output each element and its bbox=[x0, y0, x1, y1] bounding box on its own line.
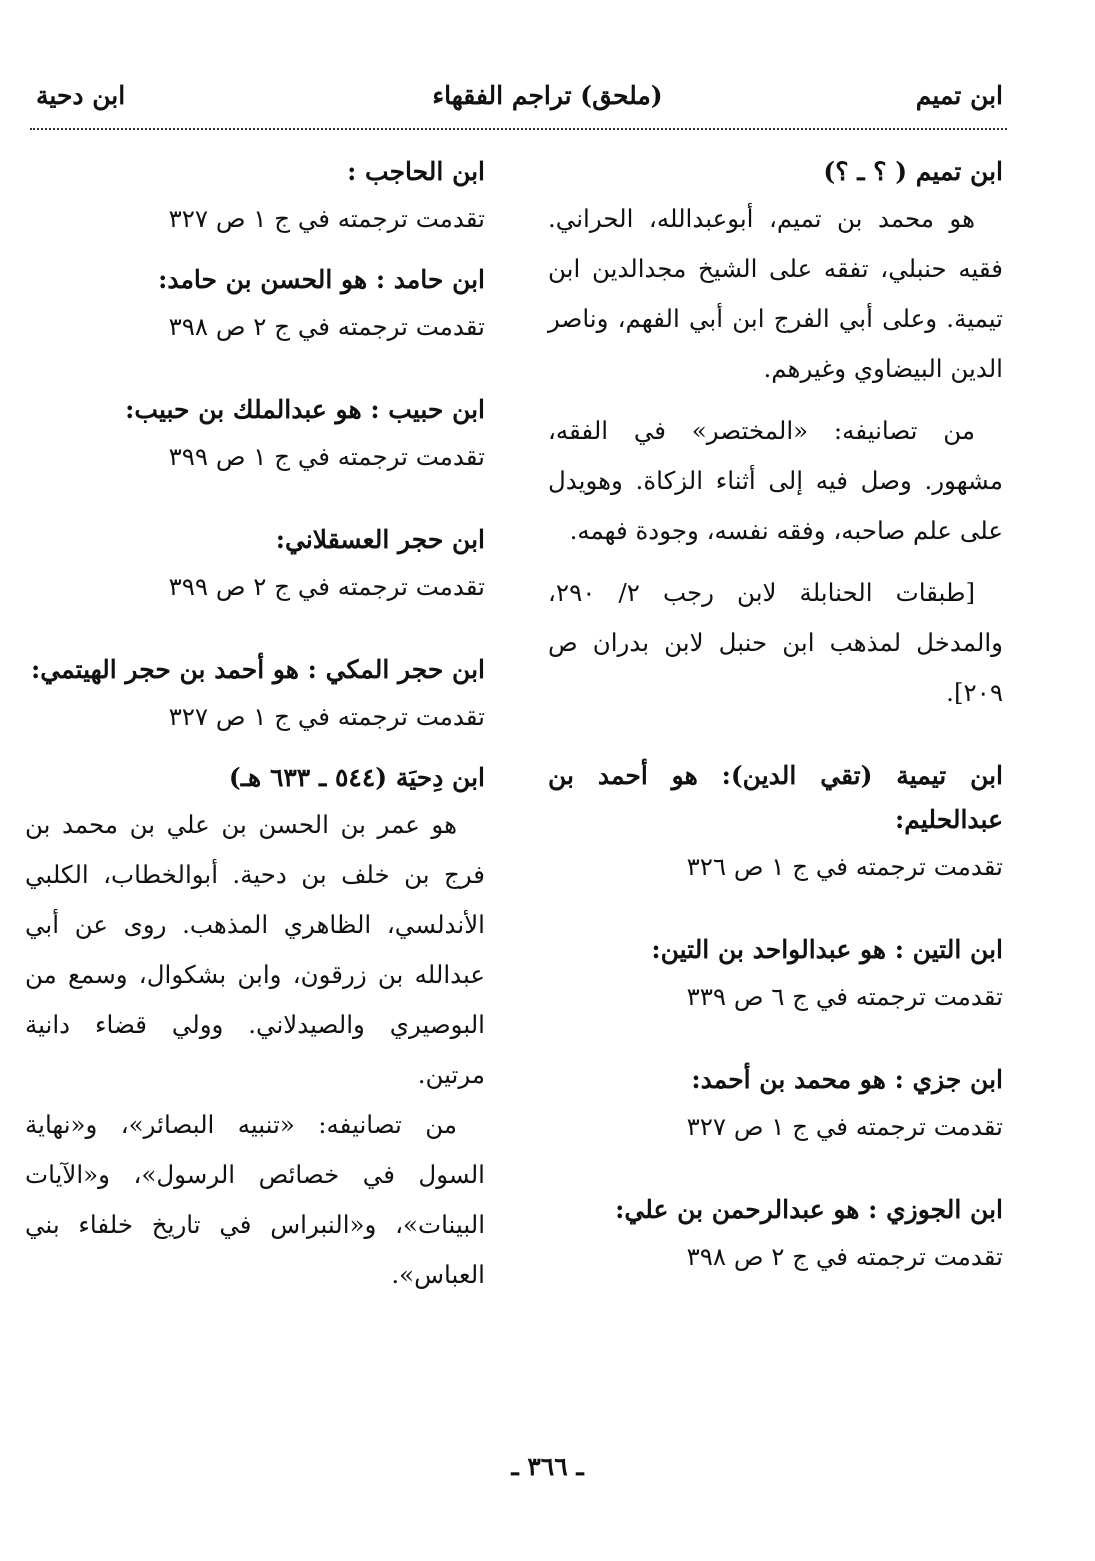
entry-ibn-hajar-al-makki bbox=[25, 648, 485, 742]
entry-paragraph: هو محمد بن تميم، أبوعبدالله، الحراني. فقيه حنبلي، تفقه على الشيخ مجدالدين ابن تيمية. وعلى أبي الفرج ابن أبي الفهم، وناصر الدين البيضاوي وغيرهم. bbox=[548, 204, 1003, 383]
entry-title: ابن تميم ( ؟ ـ ؟) bbox=[823, 157, 1003, 186]
entry-title: ابن تيمية (تقي الدين): هو أحمد بن عبدالحليم: bbox=[548, 761, 1003, 834]
cross-reference: تقدمت ترجمته في ج ١ ص ٣٢٧ bbox=[168, 204, 485, 233]
entry-ibn-hamid bbox=[25, 258, 485, 352]
cross-reference: تقدمت ترجمته في ج ٢ ص ٣٩٨ bbox=[686, 1242, 1003, 1271]
entry-ibn-tamim bbox=[548, 150, 1003, 718]
entry-title: ابن التين : هو عبدالواحد بن التين: bbox=[651, 935, 1003, 964]
cross-reference: تقدمت ترجمته في ج ٦ ص ٣٣٩ bbox=[686, 982, 1003, 1011]
page-number: ـ ٣٦٦ ـ bbox=[511, 1452, 584, 1481]
entry-ibn-taymiyya bbox=[548, 754, 1003, 892]
entry-title: ابن حبيب : هو عبدالملك بن حبيب: bbox=[125, 395, 485, 424]
entry-ibn-habib bbox=[25, 388, 485, 482]
cross-reference: تقدمت ترجمته في ج ١ ص ٣٩٩ bbox=[168, 442, 485, 471]
entry-title: ابن الجوزي : هو عبدالرحمن بن علي: bbox=[615, 1195, 1003, 1224]
entry-ibn-al-hajib bbox=[25, 150, 485, 244]
cross-reference: تقدمت ترجمته في ج ٢ ص ٣٩٨ bbox=[168, 312, 485, 341]
entry-ibn-dihya bbox=[25, 756, 485, 1300]
cross-reference: تقدمت ترجمته في ج ١ ص ٣٢٧ bbox=[686, 1112, 1003, 1141]
entry-ibn-juzayy bbox=[548, 1058, 1003, 1152]
right-column bbox=[548, 150, 1003, 1296]
entry-title: ابن حجر المكي : هو أحمد بن حجر الهيتمي: bbox=[31, 655, 485, 684]
entry-title: ابن جزي : هو محمد بن أحمد: bbox=[691, 1065, 1003, 1094]
entry-title: ابن حامد : هو الحسن بن حامد: bbox=[158, 265, 485, 294]
running-header-right: ابن تميم bbox=[915, 81, 1003, 110]
entry-ibn-al-jawzi bbox=[548, 1188, 1003, 1282]
cross-reference: تقدمت ترجمته في ج ١ ص ٣٢٦ bbox=[686, 852, 1003, 881]
cross-reference: تقدمت ترجمته في ج ٢ ص ٣٩٩ bbox=[168, 572, 485, 601]
running-header-center: (ملحق) تراجم الفقهاء bbox=[432, 81, 663, 110]
entry-title: ابن دِحيَة (٥٤٤ ـ ٦٣٣ هـ) bbox=[228, 763, 485, 792]
entry-paragraph: من تصانيفه: «المختصر» في الفقه، مشهور. وصل فيه إلى أثناء الزكاة. وهويدل على علم صاحبه، وفقه نفسه، وجودة فهمه. bbox=[548, 416, 1003, 545]
entry-ibn-al-tin bbox=[548, 928, 1003, 1022]
entry-sources: [طبقات الحنابلة لابن رجب ٢/ ٢٩٠، والمدخل لمذهب ابن حنبل لابن بدران ص ٢٠٩]. bbox=[548, 578, 1003, 707]
cross-reference: تقدمت ترجمته في ج ١ ص ٣٢٧ bbox=[168, 702, 485, 731]
entry-paragraph: من تصانيفه: «تنبيه البصائر»، و«نهاية السول في خصائص الرسول»، و«الآيات البينات»، و«النبراس في تاريخ خلفاء بني العباس». bbox=[25, 1110, 485, 1289]
entry-paragraph: هو عمر بن الحسن بن علي بن محمد بن فرج بن خلف بن دحية. أبوالخطاب، الكلبي الأندلسي، الظاهري المذهب. روى عن أبي عبدالله بن زرقون، وابن بشكوال، وسمع من البوصيري والصيدلاني. وولي قضاء دانية مرتين. bbox=[25, 810, 485, 1089]
entry-title: ابن الحاجب : bbox=[347, 157, 485, 186]
header-dotted-rule bbox=[30, 128, 1007, 130]
entry-title: ابن حجر العسقلاني: bbox=[275, 525, 485, 554]
running-header-left: ابن دحية bbox=[36, 81, 126, 110]
entry-ibn-hajar-al-asqalani bbox=[25, 518, 485, 612]
left-column bbox=[25, 150, 485, 1314]
